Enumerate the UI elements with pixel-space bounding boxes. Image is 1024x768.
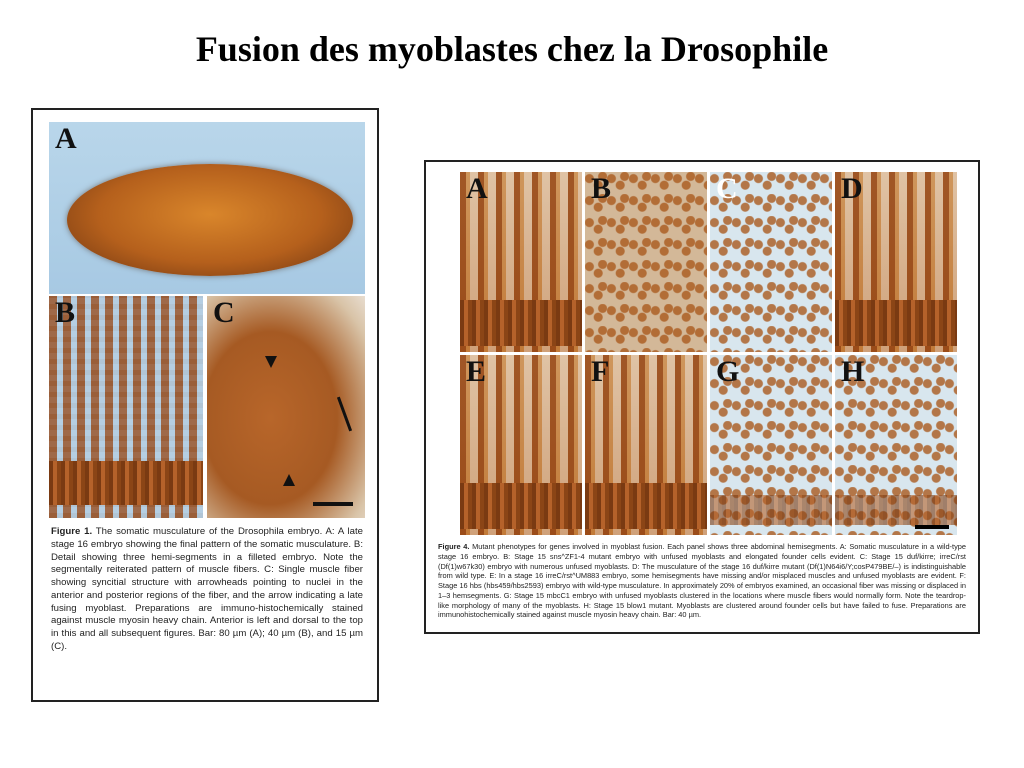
figure-1-caption-label: Figure 1. — [51, 526, 93, 537]
panel-label-e: E — [466, 355, 487, 388]
scale-bar — [915, 525, 949, 529]
figure-4-panel-g — [710, 355, 832, 535]
slide-title: Fusion des myoblastes chez la Drosophile — [195, 29, 829, 69]
arrowhead-icon — [265, 356, 277, 368]
embryo-image — [67, 164, 353, 276]
figure-1-panel-b — [49, 296, 203, 518]
figure-4-caption-text: Mutant phenotypes for genes involved in myoblast fusion. Each panel shows three abdominal hemisegments. A: Somatic musculature in a wild-type stage 16 embryo. B: Stage 15 sns^ZF1-4 mutant embryo with unfused myoblasts and elongated founder cells evident. C: Stage 15 duf/kirre; irreC/rst (Df(1)w67k30) embryo with numerous unfused myoblasts. D: The musculature of the stage 16 duf/kirre mutant (Df(1)N64i6/Y;cosP479BE/–) is indistinguishable from wild type. E: In a stage 16 irreC/rst^UM883 embryo, some hemisegments have missing and/or misplaced muscles and unfused myoblasts are evident. F: Stage 16 hbs (hbs459/hbs2593) embryo with wild-type musculature. In approximately 20% of embryos examined, an occasional fiber was missing or displaced in 1–3 hemsegments. G: Stage 15 mbcC1 embryo with unfused myoblasts clustered in the locations where muscle fibers would normally form. Note the teardrop-like morphology of many of the myoblasts. H: Stage 15 blow1 mutant. Myoblasts are clustered around founder cells but have failed to fuse. Preparations are immunohistochemically stained against muscle myosin heavy chain. Bar: 40 µm. — [438, 542, 966, 620]
figure-4 — [424, 160, 980, 634]
figure-1-panel-a — [49, 122, 365, 294]
panel-label-d: D — [841, 172, 863, 205]
scale-bar — [313, 502, 353, 506]
arrowhead-icon — [283, 474, 295, 486]
figure-4-panel-h — [835, 355, 957, 535]
figure-4-panel-d — [835, 172, 957, 352]
figure-4-panel-e — [460, 355, 582, 535]
panel-label-a: A — [55, 122, 77, 155]
figure-4-panel-c — [710, 172, 832, 352]
panel-label-g: G — [716, 355, 740, 388]
panel-label-f: F — [591, 355, 610, 388]
arrow-icon — [337, 397, 352, 432]
figure-4-caption-label: Figure 4. — [438, 542, 470, 551]
figure-1-panel-c — [207, 296, 365, 518]
figure-4-panel-f — [585, 355, 707, 535]
panel-label-c: C — [213, 296, 235, 329]
panel-label-h: H — [841, 355, 865, 388]
panel-label-c: C — [716, 172, 738, 205]
panel-label-a: A — [466, 172, 488, 205]
figure-1-caption — [51, 526, 363, 654]
figure-4-panel-a — [460, 172, 582, 352]
figure-4-panel-b — [585, 172, 707, 352]
figure-1 — [31, 108, 379, 702]
figure-1-caption-text: The somatic musculature of the Drosophila embryo. A: A late stage 16 embryo showing the final pattern of the somatic musculature. B: Detail showing three hemi-segments in a filleted embryo. Note the segmentally reiterated pattern of muscle fibers. C: Single muscle fiber showing syncitial structure with arrowheads pointing to nuclei in the anterior and posterior regions of the fiber, and the arrow indicating a late fusing myoblast. Preparations are immuno-histochemically stained against muscle myosin heavy chain. Anterior is left and dorsal to the top in this and all subsequent figures. Bar: 80 µm (A); 40 µm (B), and 15 µm (C). — [51, 526, 364, 652]
panel-label-b: B — [55, 296, 76, 329]
panel-label-b: B — [591, 172, 612, 205]
figure-4-caption — [438, 542, 966, 620]
